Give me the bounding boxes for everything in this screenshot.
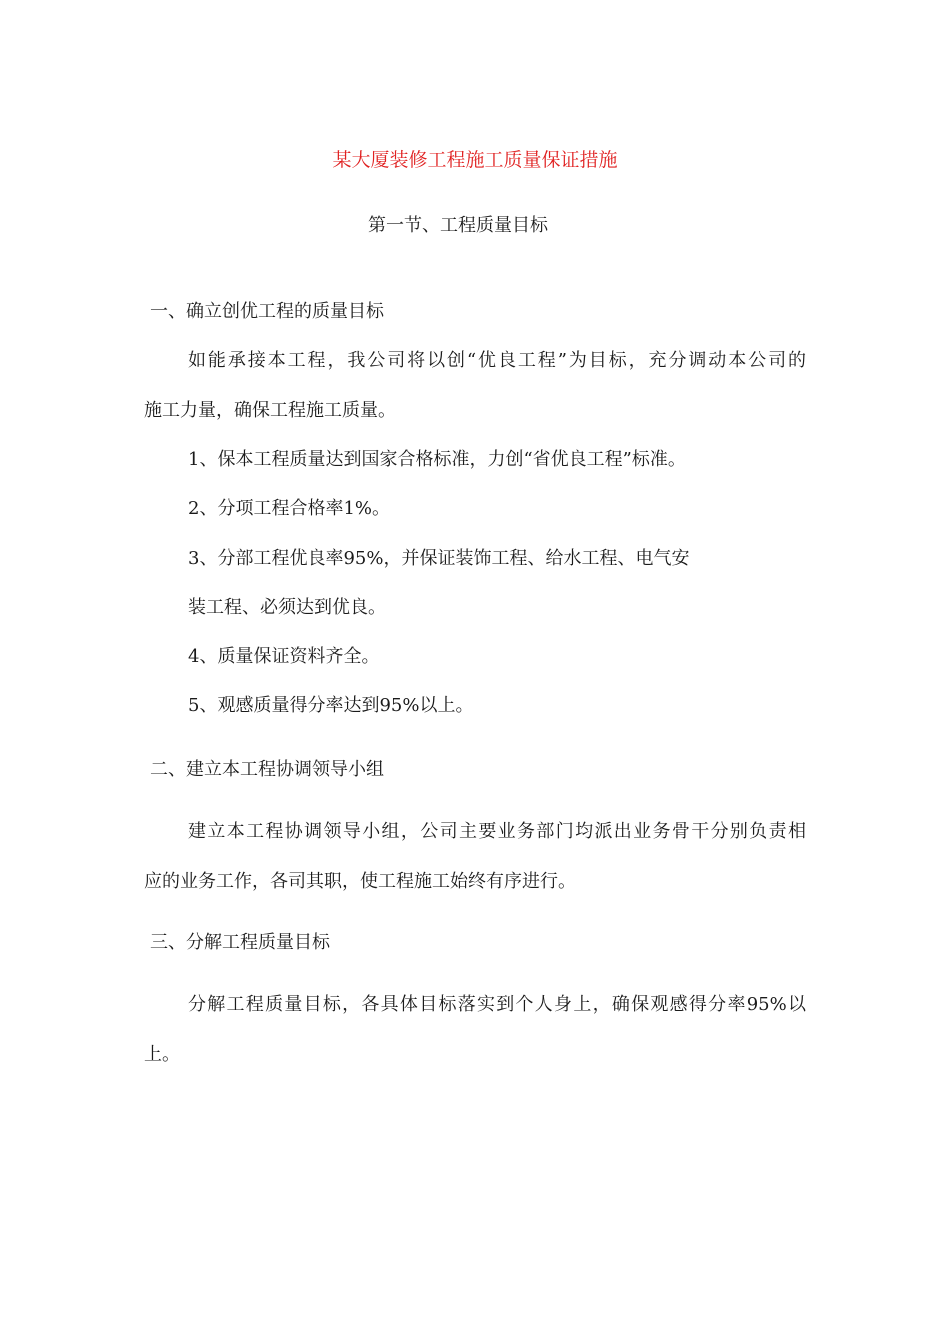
paragraph-1-line-1: 如能承接本工程，我公司将以创“优良工程”为目标，充分调动本公司的 bbox=[188, 350, 806, 371]
paragraph-3-line-1: 分解工程质量目标，各具体目标落实到个人身上，确保观感得分率95%以 bbox=[188, 994, 806, 1015]
paragraph-3-line-2: 上。 bbox=[144, 1044, 180, 1065]
paragraph-1-line-2: 施工力量，确保工程施工质量。 bbox=[144, 400, 396, 421]
heading-quality-goal: 一、确立创优工程的质量目标 bbox=[150, 301, 384, 322]
list-item-3-line-2: 装工程、必须达到优良。 bbox=[188, 597, 386, 618]
heading-decompose-goal: 三、分解工程质量目标 bbox=[150, 932, 330, 953]
list-item-5: 5、观感质量得分率达到95%以上。 bbox=[188, 695, 474, 716]
paragraph-2-line-2: 应的业务工作，各司其职，使工程施工始终有序进行。 bbox=[144, 871, 576, 892]
paragraph-2-line-1: 建立本工程协调领导小组，公司主要业务部门均派出业务骨干分别负责相 bbox=[188, 821, 806, 842]
list-item-3-line-1: 3、分部工程优良率95%，并保证装饰工程、给水工程、电气安 bbox=[188, 548, 690, 569]
section-title: 第一节、工程质量目标 bbox=[368, 215, 548, 236]
list-item-2: 2、分项工程合格率1%。 bbox=[188, 498, 391, 519]
list-item-4: 4、质量保证资料齐全。 bbox=[188, 646, 380, 667]
document-title: 某大厦装修工程施工质量保证措施 bbox=[332, 149, 618, 171]
list-item-1: 1、保本工程质量达到国家合格标准，力创“省优良工程”标准。 bbox=[188, 449, 686, 470]
heading-coordination-group: 二、建立本工程协调领导小组 bbox=[150, 759, 384, 780]
